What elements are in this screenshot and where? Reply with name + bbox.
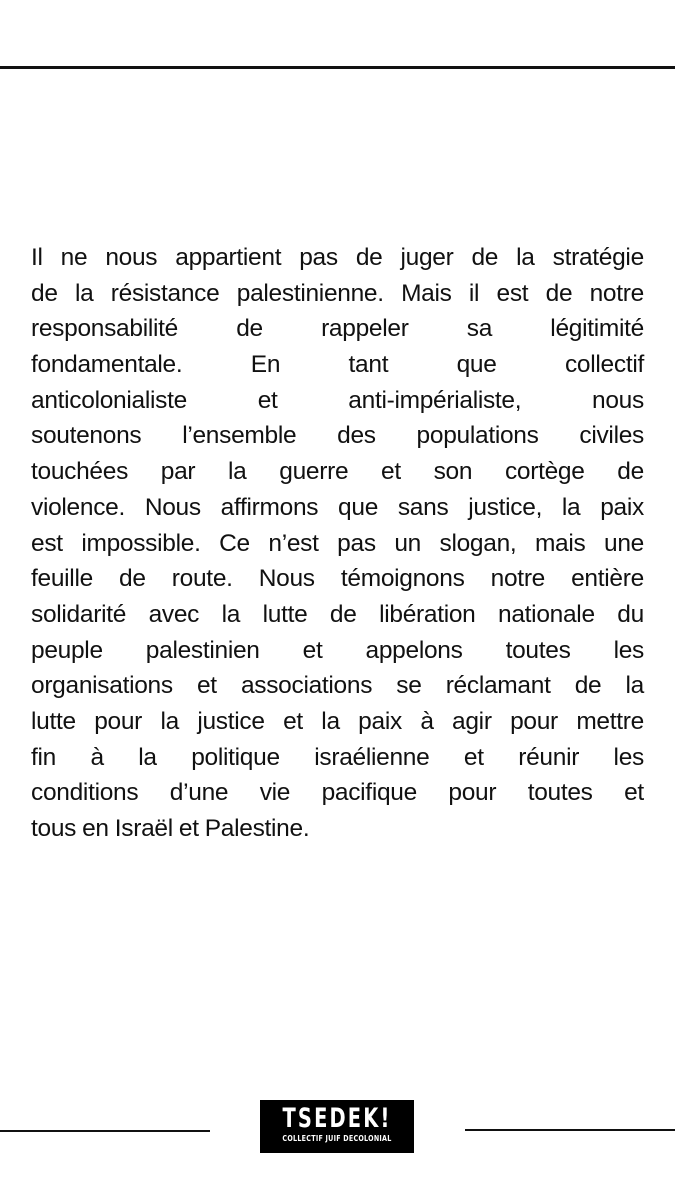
word: entière bbox=[571, 565, 644, 593]
word: à bbox=[90, 743, 104, 771]
text-line bbox=[31, 704, 644, 740]
word: et bbox=[381, 458, 401, 486]
text-line bbox=[31, 276, 644, 312]
text-line bbox=[31, 490, 644, 526]
word: de bbox=[545, 279, 573, 307]
word: que bbox=[456, 351, 497, 379]
word: d’une bbox=[169, 779, 229, 807]
word: conditions bbox=[31, 779, 139, 807]
word: paix bbox=[358, 707, 402, 735]
word: fondamentale. bbox=[31, 351, 183, 379]
word: responsabilité bbox=[31, 315, 178, 343]
logo-subtitle: COLLECTIF JUIF DECOLONIAL bbox=[282, 1134, 392, 1143]
text-line bbox=[31, 740, 644, 776]
text-line bbox=[31, 526, 644, 562]
word: la bbox=[561, 493, 581, 521]
word: n’est bbox=[268, 529, 319, 557]
word: de bbox=[31, 279, 58, 307]
word: solidarité bbox=[31, 600, 127, 628]
word: Mais bbox=[401, 279, 452, 307]
word: légitimité bbox=[550, 315, 644, 343]
word: sans bbox=[397, 493, 449, 521]
word: politique bbox=[191, 743, 280, 771]
word: mais bbox=[534, 529, 586, 557]
word: les bbox=[613, 636, 644, 664]
word: notre bbox=[589, 279, 644, 307]
word: anticolonialiste bbox=[31, 386, 187, 414]
statement-paragraph bbox=[31, 240, 644, 847]
word: justice, bbox=[468, 493, 543, 521]
word: en bbox=[82, 815, 109, 842]
word: et bbox=[624, 779, 644, 807]
word: appartient bbox=[175, 244, 282, 271]
word: israélienne bbox=[314, 743, 430, 771]
word: tant bbox=[348, 351, 389, 379]
word: lutte bbox=[262, 600, 308, 628]
word: Israël bbox=[114, 815, 173, 842]
footer-divider-left bbox=[0, 1130, 210, 1132]
word: réunir bbox=[518, 743, 580, 771]
word: à bbox=[420, 707, 434, 735]
word: collectif bbox=[564, 351, 644, 379]
word: nous bbox=[105, 244, 158, 271]
tsedek-logo bbox=[260, 1100, 414, 1153]
word: En bbox=[250, 351, 281, 379]
word: Nous bbox=[258, 565, 315, 593]
word: la bbox=[160, 707, 179, 735]
word: Ce bbox=[219, 529, 250, 557]
word: la bbox=[74, 279, 94, 307]
word: Il bbox=[31, 244, 43, 271]
word: slogan, bbox=[439, 529, 517, 557]
word: sa bbox=[466, 315, 493, 343]
word: agir bbox=[452, 707, 492, 735]
word: pas bbox=[337, 529, 376, 557]
word: guerre bbox=[279, 458, 349, 486]
word: la bbox=[625, 672, 644, 700]
word: pour bbox=[510, 707, 558, 735]
word: fin bbox=[31, 743, 56, 771]
word: et bbox=[178, 815, 199, 842]
word: et bbox=[283, 707, 303, 735]
word: nous bbox=[592, 386, 644, 414]
word: la bbox=[516, 244, 535, 271]
word: soutenons bbox=[31, 422, 142, 450]
word: ne bbox=[60, 244, 88, 271]
text-line bbox=[31, 668, 644, 704]
word: justice bbox=[197, 707, 265, 735]
word: résistance bbox=[110, 279, 220, 307]
word: rappeler bbox=[321, 315, 409, 343]
word: mettre bbox=[576, 707, 644, 735]
word: touchées bbox=[31, 458, 129, 486]
word: paix bbox=[600, 493, 644, 521]
word: avec bbox=[148, 600, 200, 628]
word: juger bbox=[400, 244, 454, 271]
word: et bbox=[257, 386, 278, 414]
footer-divider-right bbox=[465, 1129, 675, 1131]
word: pas bbox=[299, 244, 338, 271]
word: Palestine. bbox=[204, 815, 310, 842]
word: pour bbox=[94, 707, 143, 735]
word: et bbox=[463, 743, 484, 771]
word: route. bbox=[171, 565, 233, 593]
word: du bbox=[617, 600, 644, 628]
text-line bbox=[31, 418, 644, 454]
word: tous bbox=[31, 815, 77, 842]
word: des bbox=[337, 422, 376, 450]
word: toutes bbox=[527, 779, 593, 807]
word: feuille bbox=[31, 565, 93, 593]
text-line bbox=[31, 633, 644, 669]
top-divider bbox=[0, 66, 675, 69]
word: une bbox=[604, 529, 644, 557]
word: l’ensemble bbox=[182, 422, 297, 450]
word: un bbox=[394, 529, 421, 557]
word: et bbox=[302, 636, 323, 664]
word: palestinienne. bbox=[236, 279, 384, 307]
word: témoignons bbox=[340, 565, 465, 593]
word: de bbox=[471, 244, 499, 271]
word: libération bbox=[379, 600, 476, 628]
logo-title: TSEDEK! bbox=[282, 1103, 392, 1134]
text-line bbox=[31, 347, 644, 383]
word: la bbox=[228, 458, 247, 486]
word: associations bbox=[240, 672, 373, 700]
word: notre bbox=[490, 565, 545, 593]
word: par bbox=[160, 458, 196, 486]
word: appelons bbox=[365, 636, 463, 664]
word: se bbox=[396, 672, 422, 700]
word: est bbox=[496, 279, 529, 307]
word: est bbox=[31, 529, 63, 557]
word: les bbox=[613, 743, 644, 771]
word: stratégie bbox=[552, 244, 644, 271]
word: de bbox=[236, 315, 263, 343]
word: palestinien bbox=[145, 636, 260, 664]
word: violence. bbox=[31, 493, 125, 521]
word: de bbox=[355, 244, 383, 271]
text-line bbox=[31, 383, 644, 419]
word: la bbox=[138, 743, 157, 771]
word: peuple bbox=[31, 636, 103, 664]
word: de bbox=[119, 565, 146, 593]
text-line bbox=[31, 775, 644, 811]
word: de bbox=[617, 458, 644, 486]
word: Nous bbox=[144, 493, 201, 521]
word: organisations bbox=[31, 672, 173, 700]
word: impossible. bbox=[81, 529, 201, 557]
word: civiles bbox=[579, 422, 644, 450]
word: nationale bbox=[498, 600, 595, 628]
word: la bbox=[321, 707, 340, 735]
word: pacifique bbox=[321, 779, 417, 807]
word: cortège bbox=[504, 458, 585, 486]
text-line bbox=[31, 240, 644, 276]
text-line bbox=[31, 811, 644, 847]
word: vie bbox=[259, 779, 291, 807]
text-line bbox=[31, 561, 644, 597]
text-line bbox=[31, 454, 644, 490]
word: toutes bbox=[505, 636, 571, 664]
word: anti-impérialiste, bbox=[348, 386, 522, 414]
word: et bbox=[196, 672, 217, 700]
text-line bbox=[31, 597, 644, 633]
word: lutte bbox=[31, 707, 76, 735]
text-line bbox=[31, 311, 644, 347]
word: réclamant bbox=[445, 672, 551, 700]
word: populations bbox=[416, 422, 539, 450]
word: que bbox=[338, 493, 379, 521]
word: la bbox=[221, 600, 241, 628]
word: il bbox=[468, 279, 480, 307]
word: pour bbox=[448, 779, 497, 807]
word: affirmons bbox=[220, 493, 319, 521]
word: son bbox=[433, 458, 473, 486]
word: de bbox=[329, 600, 357, 628]
word: de bbox=[574, 672, 602, 700]
